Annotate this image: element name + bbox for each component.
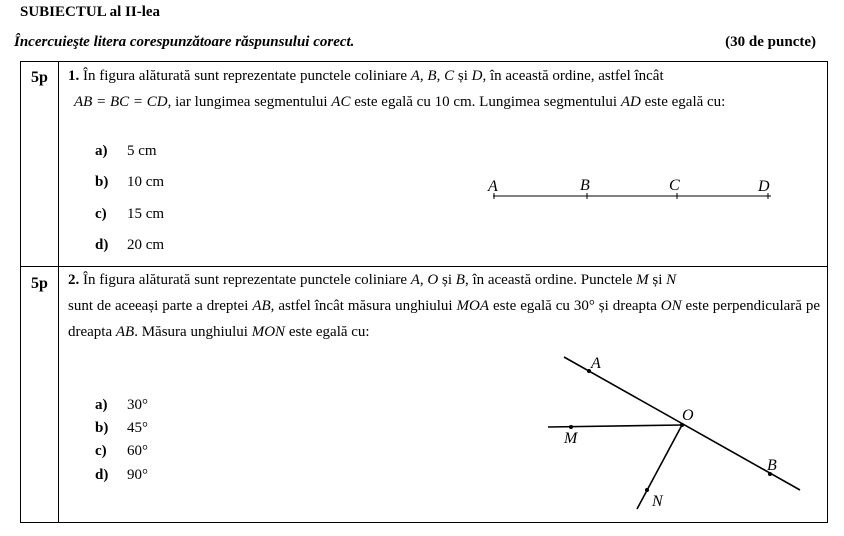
- ray-om: [548, 425, 682, 427]
- q2-var: MOA: [456, 298, 490, 314]
- option-letter: c): [95, 206, 107, 222]
- figure-2: [548, 355, 800, 510]
- option-text: 60°: [127, 443, 148, 459]
- label-n: N: [652, 493, 663, 510]
- q1-equation: AB = BC = CD: [74, 94, 168, 110]
- q2-text-part: . Măsura unghiului: [134, 324, 252, 340]
- option-letter: a): [95, 397, 108, 413]
- q1-var: C: [444, 68, 455, 84]
- q1-var: AD: [620, 94, 641, 110]
- option-text: 90°: [127, 467, 148, 483]
- q1-text-part: ,: [419, 68, 428, 84]
- option-text: 20 cm: [127, 237, 165, 253]
- option-text: 30°: [127, 397, 148, 413]
- q2-text-part: În figura alăturată sunt reprezentate punctele coliniare: [79, 272, 411, 288]
- option-letter: c): [95, 443, 107, 459]
- total-points: (30 de puncte): [725, 34, 816, 50]
- q2-var: ON: [660, 298, 682, 314]
- q1-var: A: [410, 68, 420, 84]
- label-a2: A: [591, 355, 601, 372]
- q2-text-part: și: [648, 272, 667, 288]
- q1-score: 5p: [31, 69, 48, 86]
- q1-var: AC: [331, 94, 351, 110]
- q2-var: O: [427, 272, 439, 288]
- q1-text-part: și: [454, 68, 472, 84]
- label-b2: B: [767, 457, 777, 474]
- q1-text-part: , în această ordine, astfel încât: [482, 68, 664, 84]
- option-text: 15 cm: [127, 206, 165, 222]
- option-letter: d): [95, 237, 109, 253]
- q2-var: AB: [252, 298, 271, 314]
- label-d: D: [758, 178, 770, 195]
- q2-var: A: [410, 272, 420, 288]
- q1-text-part: , iar lungimea segmentului: [167, 94, 332, 110]
- q2-var: B: [455, 272, 465, 288]
- q2-text-part: este perpendiculară pe dreapta: [68, 298, 821, 340]
- label-a: A: [488, 178, 498, 195]
- q1-number: 1.: [68, 68, 80, 84]
- option-text: 45°: [127, 420, 148, 436]
- label-c: C: [669, 177, 680, 194]
- q2-text-part: și: [438, 272, 456, 288]
- q2-text-part: este egală cu 30° și dreapta: [489, 298, 661, 314]
- option-text: 10 cm: [127, 174, 165, 190]
- q2-score: 5p: [31, 275, 48, 292]
- q2-var: N: [666, 272, 677, 288]
- figure-1: [487, 177, 771, 199]
- q2-text-part: este egală cu:: [285, 324, 370, 340]
- q1-var: D: [471, 68, 483, 84]
- q2-text-part: sunt de aceeași parte a dreptei: [68, 298, 253, 314]
- option-letter: d): [95, 467, 109, 483]
- section-title: SUBIECTUL al II-lea: [20, 4, 161, 20]
- q1-text-part: este egală cu 10 cm. Lungimea segmentului: [350, 94, 621, 110]
- point-n: [645, 488, 649, 492]
- point-m: [569, 425, 573, 429]
- q1-var: B: [427, 68, 437, 84]
- label-b: B: [580, 177, 590, 194]
- q2-var: M: [636, 272, 649, 288]
- q2-text-part: ,: [419, 272, 428, 288]
- label-m: M: [564, 430, 578, 447]
- q2-number: 2.: [68, 272, 80, 288]
- q2-var: AB: [115, 324, 135, 340]
- option-letter: b): [95, 420, 109, 436]
- label-o: O: [682, 407, 694, 424]
- instruction: Încercuieşte litera corespunzătoare răspunsului corect.: [14, 34, 355, 50]
- q1-text-part: ,: [436, 68, 445, 84]
- q2-text-part: , în această ordine. Punctele: [464, 272, 637, 288]
- option-letter: a): [95, 143, 108, 159]
- q2-var: MON: [251, 324, 286, 340]
- q2-text-part: , astfel încât măsura unghiului: [270, 298, 457, 314]
- q1-text-part: În figura alăturată sunt reprezentate punctele coliniare: [79, 68, 411, 84]
- option-letter: b): [95, 174, 109, 190]
- q1-text-part: este egală cu:: [640, 94, 726, 110]
- option-text: 5 cm: [127, 143, 157, 159]
